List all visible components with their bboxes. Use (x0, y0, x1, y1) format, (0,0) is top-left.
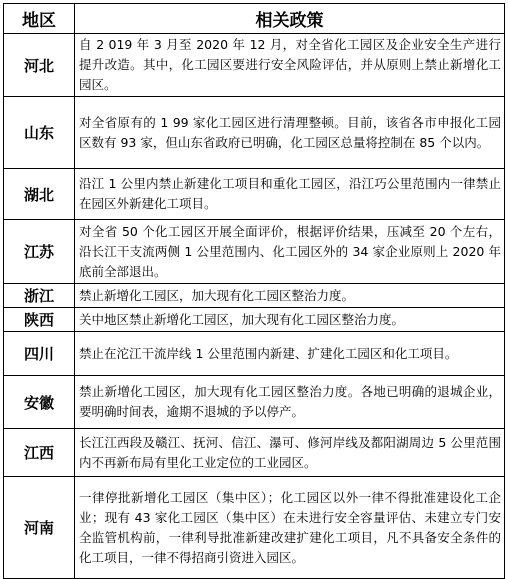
policy-cell: 对全省 50 个化工园区开展全面评价，根据评价结果，压减至 20 个左右，沿长江干支流两侧 1 公里范围内、化工园区外的 34 家企业原则上 2020 年底前全部退出。 (75, 220, 505, 284)
table-row (4, 308, 505, 332)
policy-cell: 自 2 019 年 3 月至 2020 年 12 月，对全省化工园区及企业安全生产进行提升改造。其中，化工园区要进行安全风险评估，并从原则上禁止新增化工园区。 (75, 34, 505, 97)
policy-column-header: 相关政策 (75, 4, 505, 34)
policy-table (3, 3, 505, 579)
policy-cell: 禁止在沱江干流岸线 1 公里范围内新建、扩建化工园区和化工项目。 (75, 332, 505, 376)
policy-cell: 禁止新增化工园区，加大现有化工园区整治力度。 (75, 284, 505, 308)
table-row (4, 34, 505, 97)
policy-cell: 一律停批新增化工园区（集中区）；化工园区以外一律不得批准建设化工企业；现有 43 家化工园区（集中区）在未进行安全容量评估、未建立专门安全监管机构前，一律利导批准新建改建扩建化工项目，凡不具备安全条件的化工项目，一律不得招商引资进入园区。 (75, 477, 505, 579)
table-row (4, 477, 505, 579)
table-row (4, 220, 505, 284)
policy-cell: 禁止新增化工园区，加大现有化工园区整治力度。各地已明确的退城企业，要明确时间表，逾期不退城的予以停产。 (75, 376, 505, 429)
region-cell: 河北 (4, 34, 75, 97)
region-cell: 浙江 (4, 284, 75, 308)
region-cell: 湖北 (4, 169, 75, 220)
policy-cell: 对全省原有的 1 99 家化工园区进行清理整顿。目前，该省各市申报化工园区数有 93 家，但山东省政府已明确，化工园区总量将控制在 85 个以内。 (75, 97, 505, 169)
region-cell: 四川 (4, 332, 75, 376)
table-row (4, 169, 505, 220)
region-cell: 江苏 (4, 220, 75, 284)
table-header-row (4, 4, 505, 34)
table-row (4, 376, 505, 429)
table-row (4, 429, 505, 477)
table-row (4, 332, 505, 376)
region-cell: 江西 (4, 429, 75, 477)
policy-table-container (3, 3, 505, 579)
policy-cell: 沿江 1 公里内禁止新建化工项目和重化工园区，沿江巧公里范围内一律禁止在园区外新建化工项目。 (75, 169, 505, 220)
region-cell: 山东 (4, 97, 75, 169)
policy-cell: 长江江西段及赣江、抚河、信江、瀑可、修河岸线及都阳湖周边 5 公里范围内不再新布局有里化工业定位的工业园区。 (75, 429, 505, 477)
region-cell: 陕西 (4, 308, 75, 332)
region-cell: 安徽 (4, 376, 75, 429)
table-row (4, 284, 505, 308)
table-row (4, 97, 505, 169)
region-cell: 河南 (4, 477, 75, 579)
region-column-header: 地区 (4, 4, 75, 34)
policy-cell: 关中地区禁止新增化工园区，加大现有化工园区整治力度。 (75, 308, 505, 332)
